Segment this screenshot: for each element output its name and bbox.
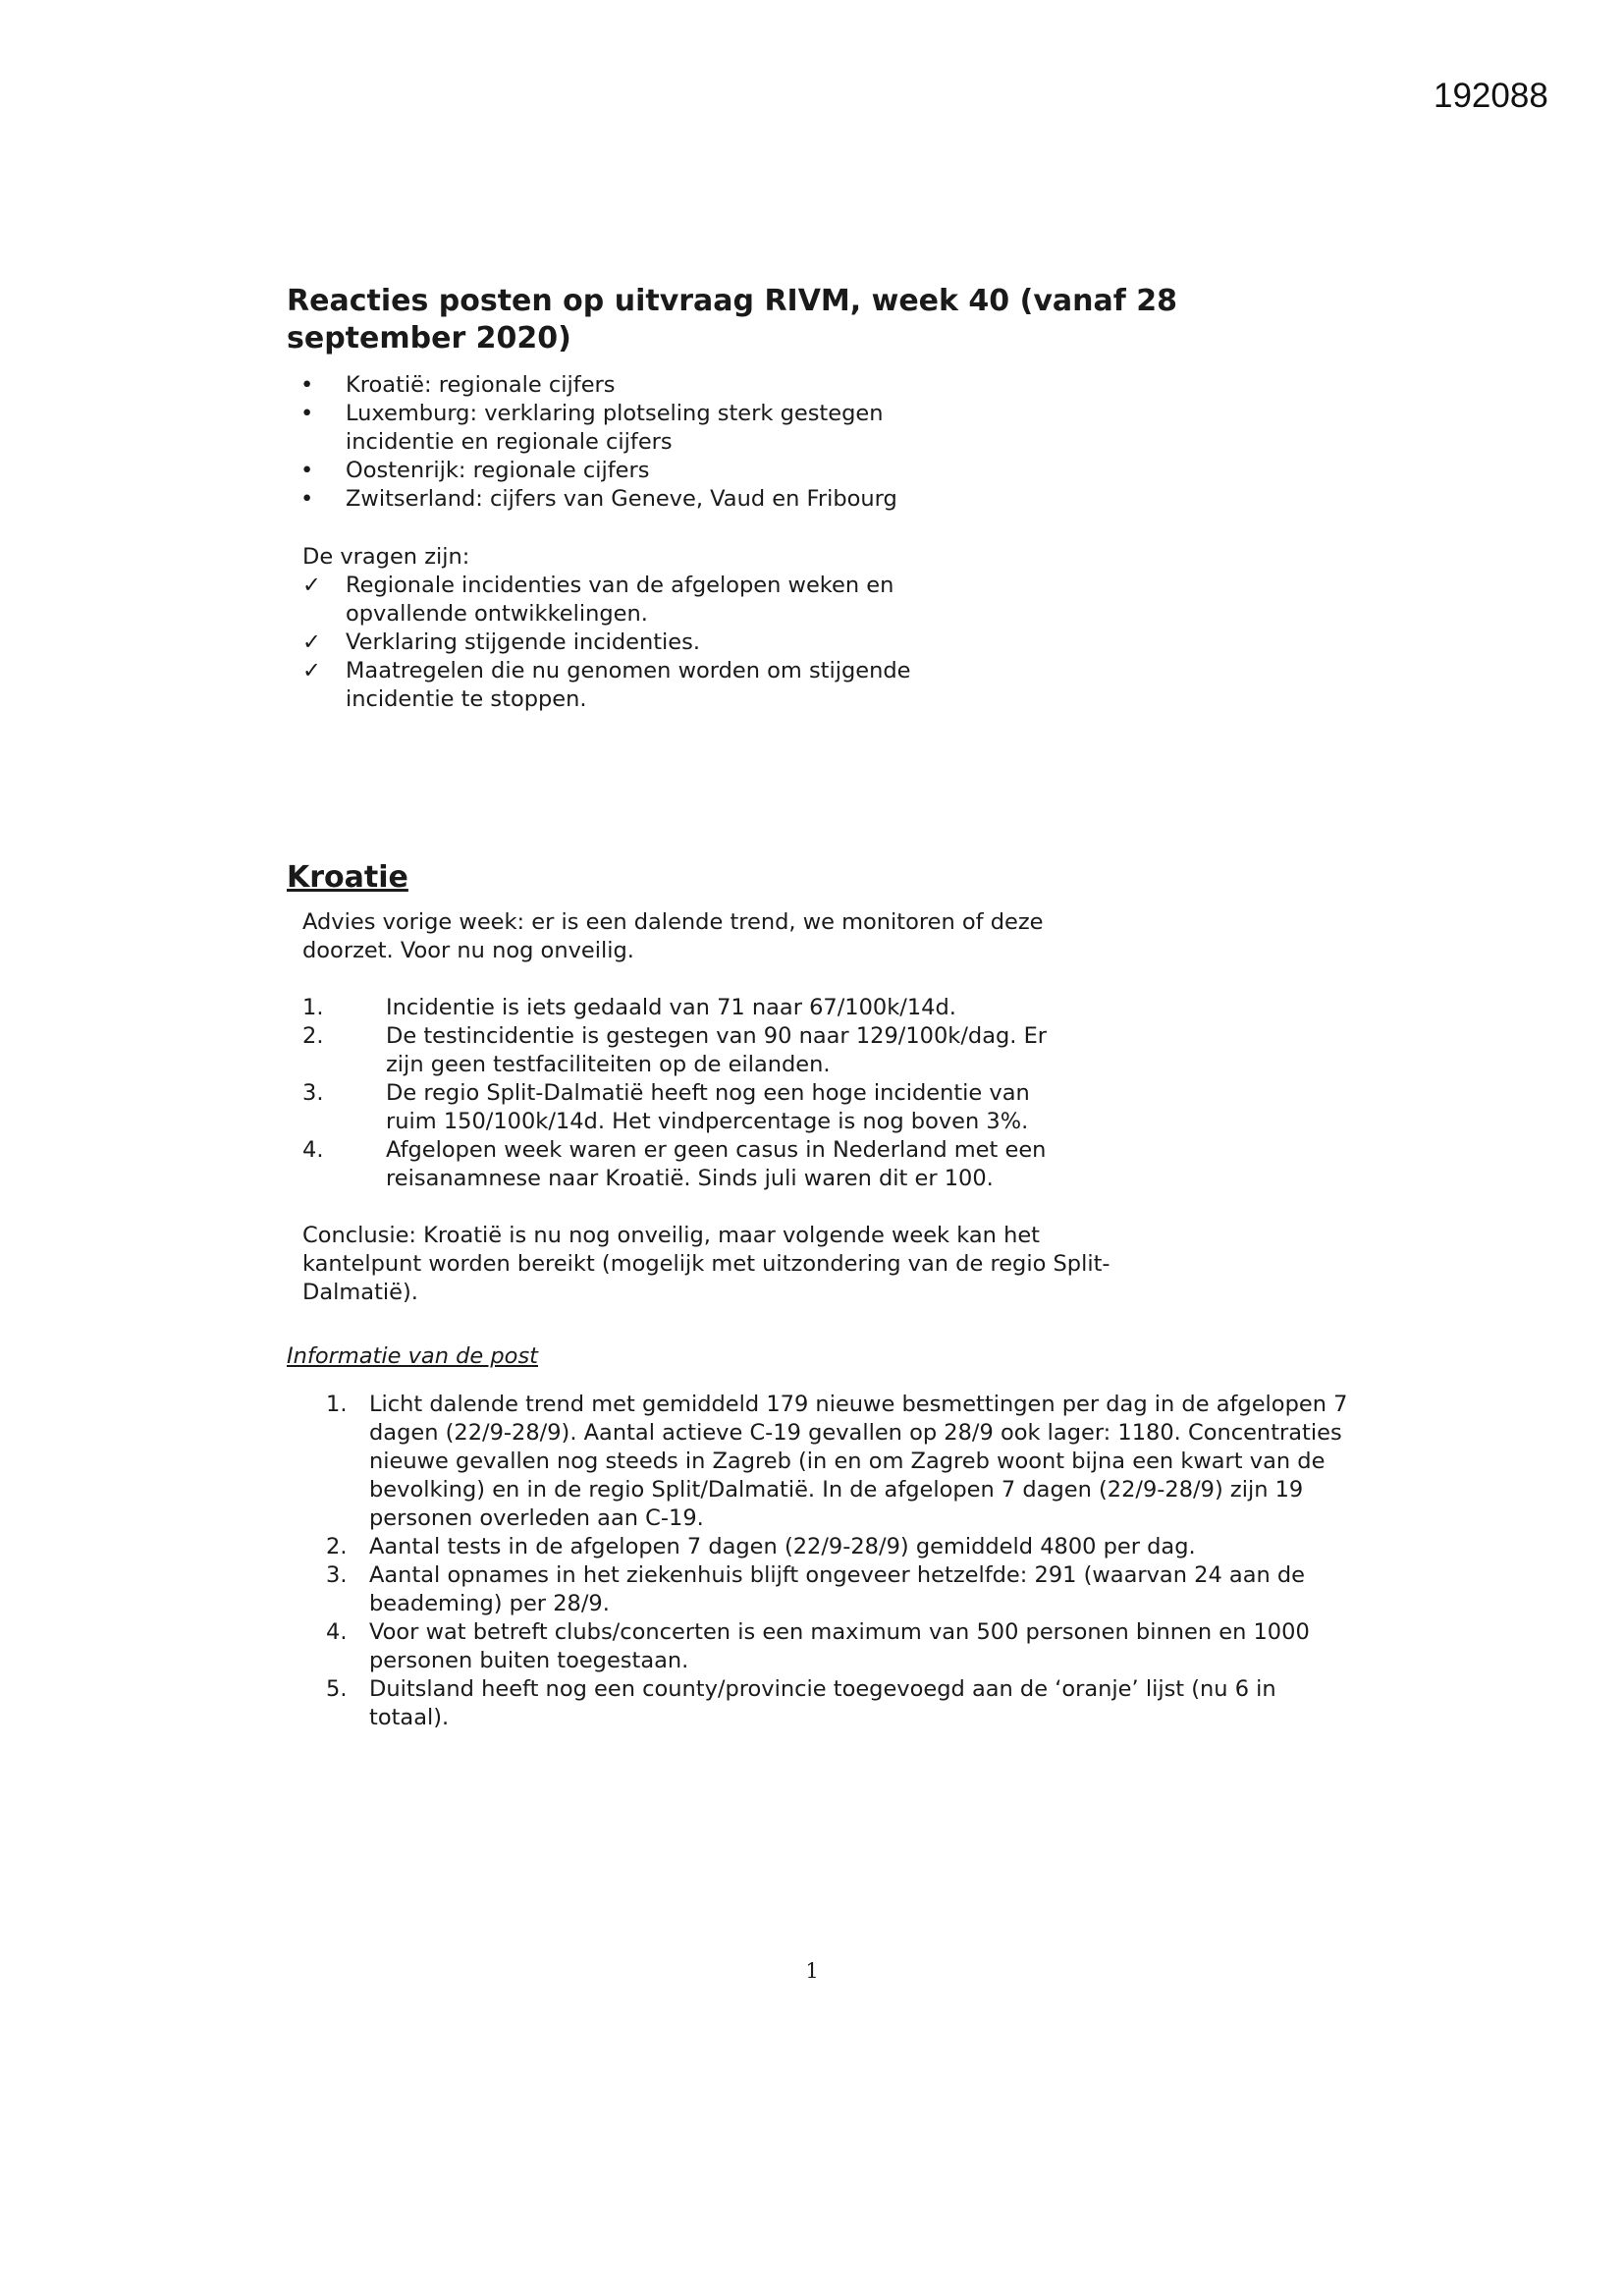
info-subheading: Informatie van de post: [287, 1343, 538, 1369]
list-item-text: De testincidentie is gestegen van 90 naar 129/100k/dag. Er zijn geen testfaciliteiten op de eilanden.: [386, 1023, 1048, 1077]
list-item: [287, 457, 994, 485]
list-number: 4.: [302, 1137, 324, 1163]
bullet-icon: •: [300, 486, 314, 512]
list-item: [287, 1618, 1357, 1675]
page-number: 1: [805, 1959, 819, 1983]
list-number: 3.: [326, 1562, 348, 1588]
post-info-list: [287, 1391, 1357, 1732]
list-number: 2.: [326, 1534, 348, 1559]
assessment-list: [287, 994, 1053, 1193]
list-item-text: Incidentie is iets gedaald van 71 naar 67/100k/14d.: [386, 995, 956, 1020]
list-item: [287, 629, 994, 657]
list-number: 1.: [326, 1392, 348, 1417]
list-item: [287, 1561, 1357, 1618]
list-item-text: Aantal tests in de afgelopen 7 dagen (22/9-28/9) gemiddeld 4800 per dag.: [369, 1534, 1196, 1559]
list-item-text: Kroatië: regionale cijfers: [346, 372, 616, 398]
list-item: [287, 1022, 1053, 1079]
page-title: Reacties posten op uitvraag RIVM, week 40 (vanaf 28 september 2020): [287, 284, 1177, 355]
checkmark-icon: ✓: [302, 629, 321, 655]
question-list: [287, 572, 994, 714]
list-item-text: Regionale incidenties van de afgelopen weken en opvallende ontwikkelingen.: [346, 573, 894, 627]
checkmark-icon: ✓: [302, 573, 321, 598]
advice-paragraph: Advies vorige week: er is een dalende trend, we monitoren of deze doorzet. Voor nu nog onveilig.: [302, 909, 1044, 963]
list-item: [287, 371, 994, 400]
list-number: 1.: [302, 995, 324, 1020]
list-item: [287, 657, 994, 714]
list-item-text: Aantal opnames in het ziekenhuis blijft ongeveer hetzelfde: 291 (waarvan 24 aan de beademing) per 28/9.: [369, 1562, 1306, 1616]
list-item: [287, 485, 994, 514]
bullet-icon: •: [300, 458, 314, 483]
list-item-text: Licht dalende trend met gemiddeld 179 nieuwe besmettingen per dag in de afgelopen 7 dagen (22/9-28/9). Aantal actieve C-19 gevallen op 28/9 ook lager: 1180. Concentraties nieuwe gevallen nog steeds in Zagreb (in en om Zagreb woont bijna een kwart van de bevolking) en in de regio Split/Dalmatië. In de afgelopen 7 dagen (22/9-28/9) zijn 19 personen overleden aan C-19.: [369, 1392, 1348, 1531]
list-item: [287, 400, 994, 457]
list-item-text: De regio Split-Dalmatië heeft nog een hoge incidentie van ruim 150/100k/14d. Het vindpercentage is nog boven 3%.: [386, 1080, 1030, 1134]
list-item-text: Voor wat betreft clubs/concerten is een maximum van 500 personen binnen en 1000 personen buiten toegestaan.: [369, 1619, 1310, 1673]
list-item: [287, 1079, 1053, 1136]
list-item: [287, 1136, 1053, 1193]
document-number: 192088: [1434, 77, 1548, 115]
list-item-text: Maatregelen die nu genomen worden om stijgende incidentie te stoppen.: [346, 658, 911, 712]
document-body: [287, 283, 1367, 1732]
questions-intro: De vragen zijn:: [302, 544, 470, 570]
list-item-text: Zwitserland: cijfers van Geneve, Vaud en Fribourg: [346, 486, 897, 512]
list-number: 5.: [326, 1676, 348, 1702]
list-item: [287, 1391, 1357, 1533]
checkmark-icon: ✓: [302, 658, 321, 683]
list-item-text: Duitsland heeft nog een county/provincie toegevoegd aan de ‘oranje’ lijst (nu 6 in totaal).: [369, 1676, 1276, 1730]
list-item: [287, 994, 1053, 1022]
list-item-text: Verklaring stijgende incidenties.: [346, 629, 701, 655]
list-number: 3.: [302, 1080, 324, 1106]
list-item: [287, 572, 994, 629]
country-list: [287, 371, 994, 514]
bullet-icon: •: [300, 401, 314, 426]
conclusion-paragraph: Conclusie: Kroatië is nu nog onveilig, maar volgende week kan het kantelpunt worden bereikt (mogelijk met uitzondering van de regio Split- Dalmatië).: [302, 1223, 1110, 1305]
list-item: [287, 1675, 1357, 1732]
section-heading-kroatie: Kroatie: [287, 860, 408, 895]
list-number: 2.: [302, 1023, 324, 1049]
list-item: [287, 1533, 1357, 1561]
list-item-text: Oostenrijk: regionale cijfers: [346, 458, 650, 483]
bullet-icon: •: [300, 372, 314, 398]
list-item-text: Afgelopen week waren er geen casus in Nederland met een reisanamnese naar Kroatië. Sinds juli waren dit er 100.: [386, 1137, 1047, 1191]
list-item-text: Luxemburg: verklaring plotseling sterk gestegen incidentie en regionale cijfers: [346, 401, 884, 455]
list-number: 4.: [326, 1619, 348, 1645]
